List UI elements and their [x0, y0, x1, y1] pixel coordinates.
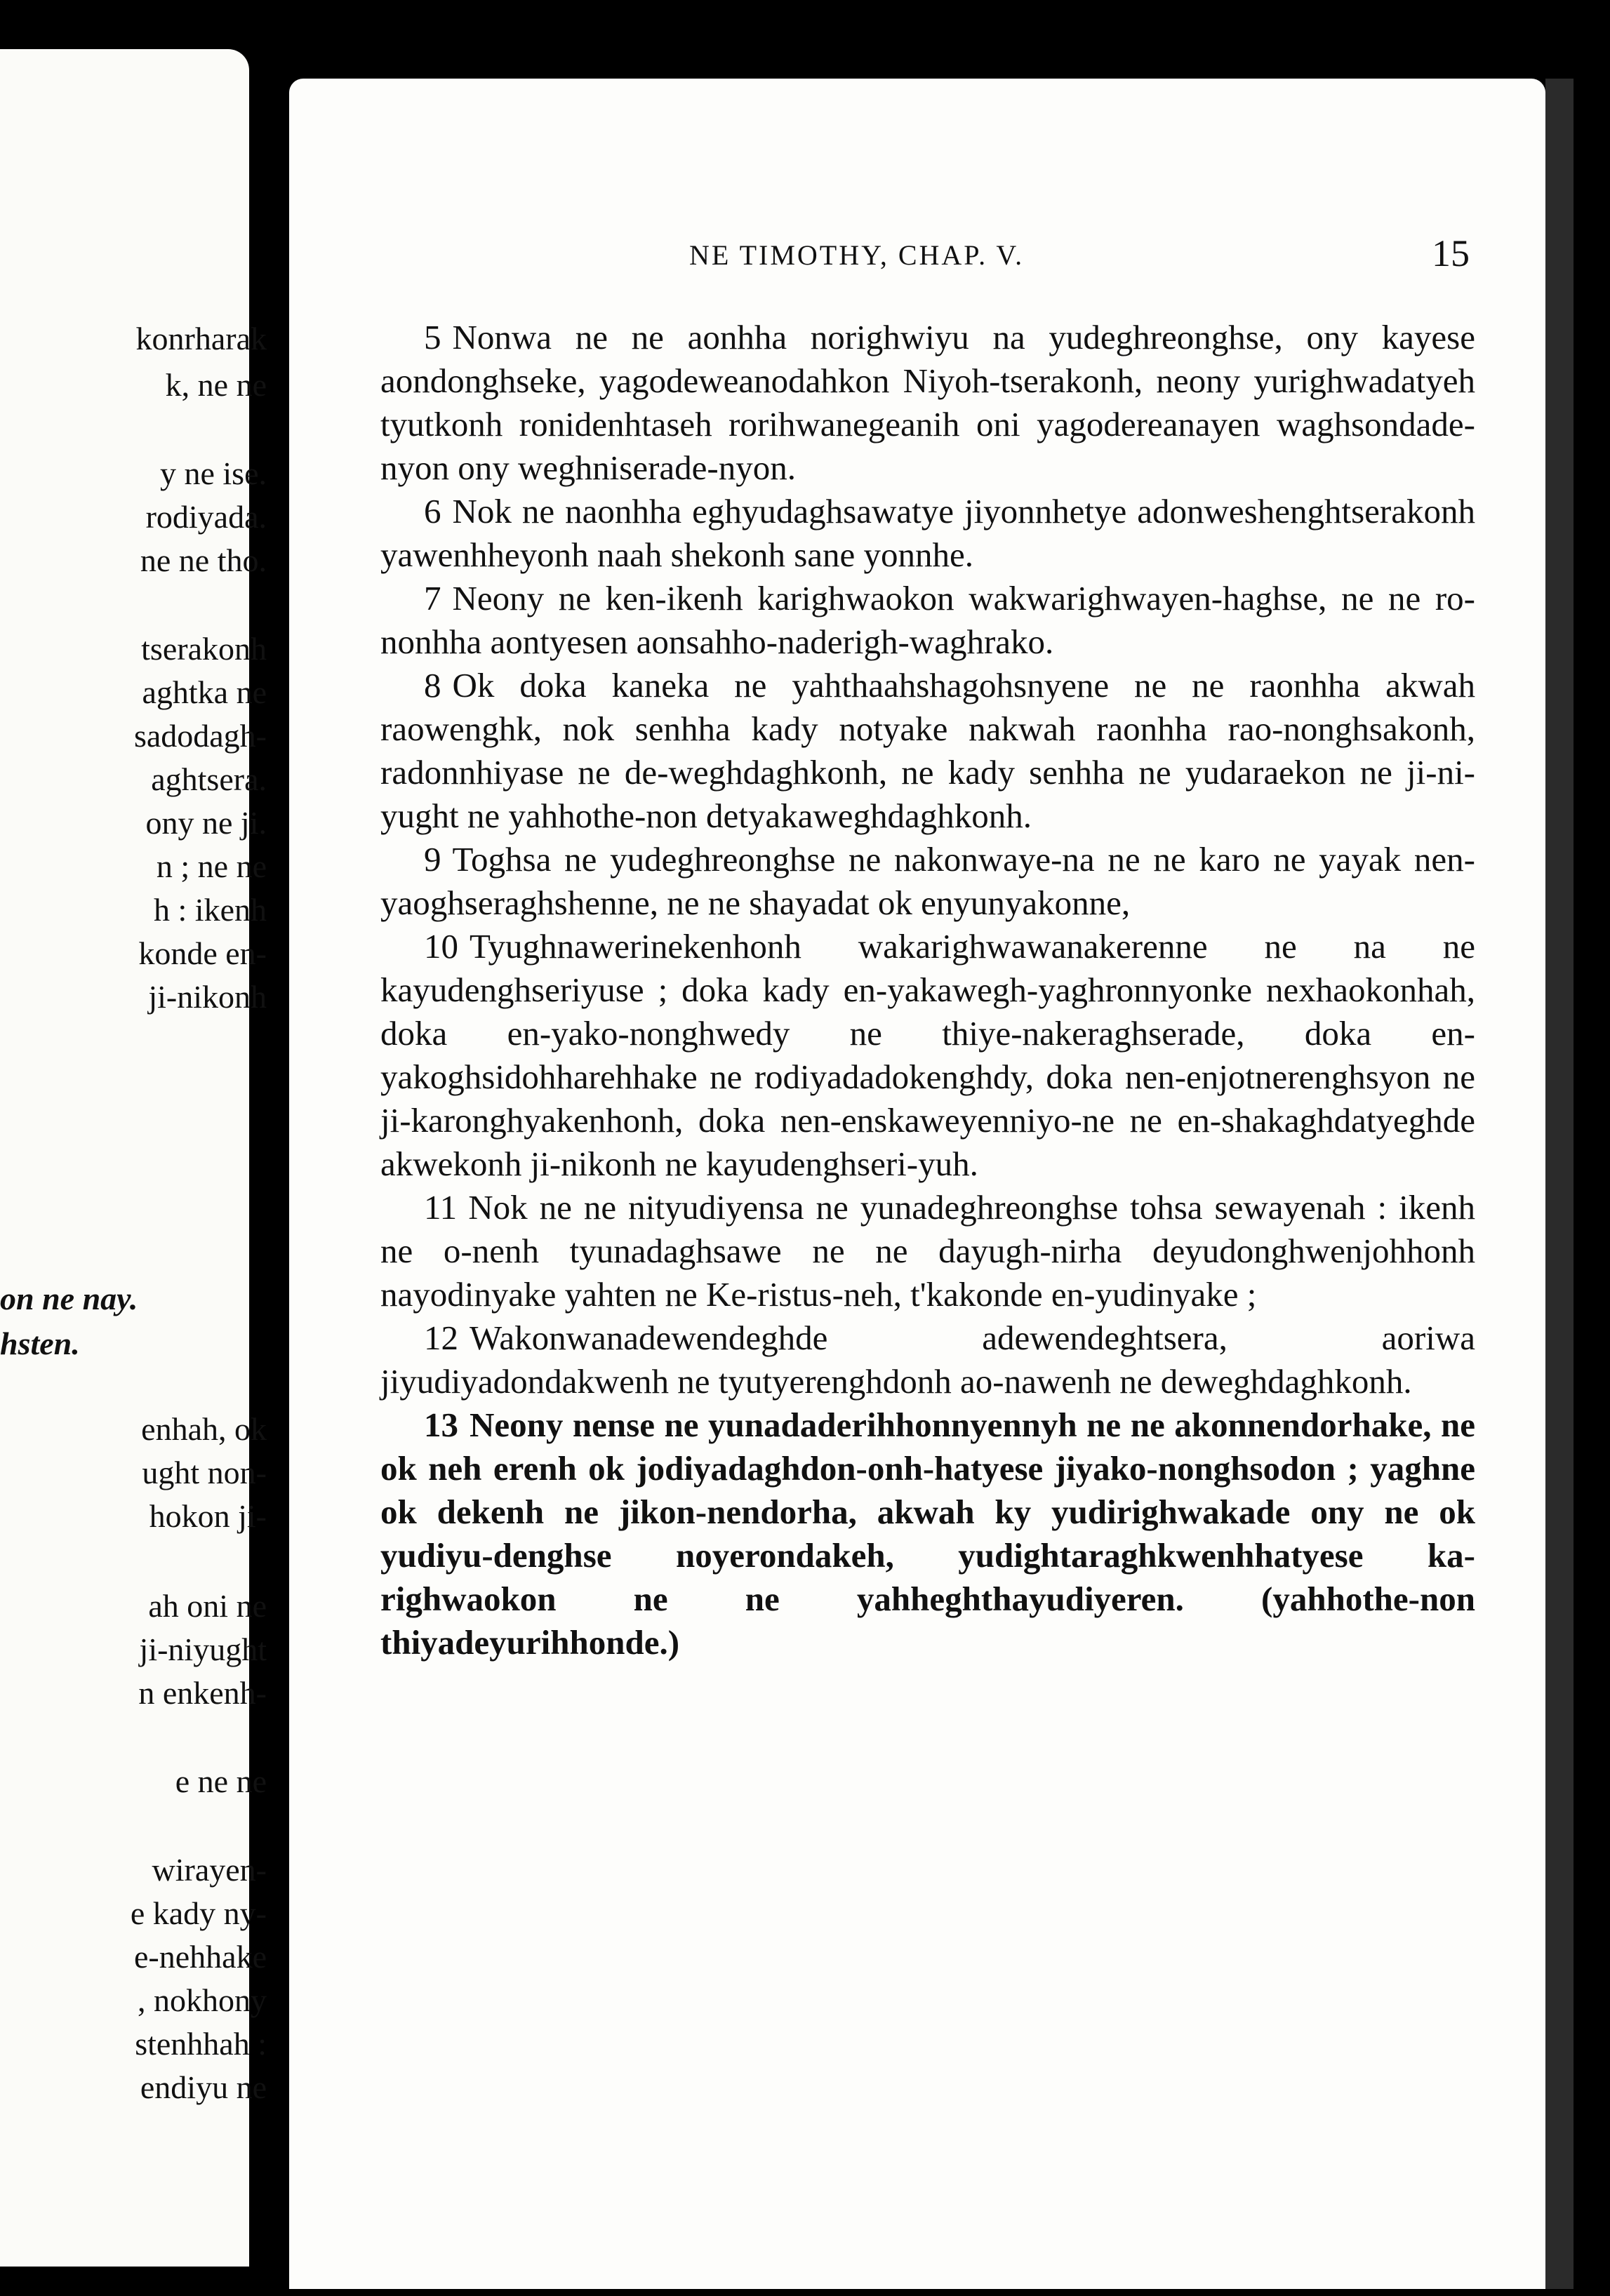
verse-10: [380, 925, 1475, 1186]
verse-text: Nonwa ne ne aonhha norighwiyu na yudeghreonghse, ony kayese aondonghseke, yagodeweanodahkon Niyoh-tserakonh, neony yurighwadatyeh tyutkonh ronidenhtaseh rorihwanegeanih oni yagodereanayen waghsondade-nyon ony weghniserade-nyon.: [380, 318, 1475, 487]
left-page-line: hokon ji-: [149, 1498, 267, 1534]
running-title: NE TIMOTHY, CHAP. V.: [689, 239, 1025, 271]
verse-text: Nok ne naonhha eghyudaghsawatye jiyonnhetye adonweshenghtserakonh yawenhheyonh naah shekonh sane yonnhe.: [380, 492, 1475, 574]
verse-11: [380, 1186, 1475, 1316]
verse-text-block: [380, 316, 1475, 1664]
left-page-line: ony ne ji.: [145, 805, 267, 841]
verse-number: 5: [424, 318, 441, 356]
left-page-line: e kady ny-: [130, 1895, 267, 1931]
left-page-line: ji-niyught: [139, 1631, 267, 1667]
left-page-heading-line: hsten.: [0, 1326, 80, 1361]
left-page-line: ji-nikonh: [148, 979, 267, 1015]
verse-8: [380, 664, 1475, 838]
verse-text: Tyughnawerinekenhonh wakarighwawanakerenne ne na ne kayudenghseriyuse ; doka kady en-yakawegh-yaghronnyonke nexhaokonhah, doka en-yako-nonghwedy ne thiye-nakeraghserade, doka en-yakoghsidohharehhake ne rodiyadadokenghdy, doka nen-enjotnerenghsyon ne ji-karonghyakenhonh, doka nen-enskaweyenniyo-ne ne en-shakaghdatyeghde akwekonh ji-nikonh ne kayudenghseri-yuh.: [380, 927, 1475, 1183]
left-page-line: , nokhony: [138, 1982, 267, 2018]
verse-6: [380, 490, 1475, 577]
main-page: [289, 79, 1545, 2289]
left-page-line: e ne ne: [175, 1763, 267, 1799]
left-facing-page: [0, 49, 267, 2267]
verse-number: 7: [424, 579, 441, 618]
left-page-line: konrharak: [135, 321, 267, 356]
left-page-line: n ; ne ne: [156, 848, 267, 884]
verse-number: 11: [424, 1188, 458, 1227]
verse-7: [380, 577, 1475, 664]
page-header: [289, 232, 1545, 274]
left-page-line: wirayen-: [152, 1852, 267, 1888]
left-page-line: y ne ise.: [159, 455, 267, 491]
left-page-line: e-nehhake: [134, 1939, 267, 1975]
left-page-line: h : ikenh: [154, 892, 267, 928]
verse-5: [380, 316, 1475, 490]
page-edge-shadow: [1545, 79, 1574, 2289]
left-page-line: ah oni ne: [148, 1588, 267, 1624]
verse-text: Toghsa ne yudeghreonghse ne nakonwaye-na ne ne karo ne yayak nen-yaoghseraghshenne, ne ne shayadat ok enyunyakonne,: [380, 840, 1475, 922]
left-page-line: ne ne tho.: [140, 542, 267, 578]
left-page-line: endiyu ne: [140, 2069, 267, 2105]
verse-number: 6: [424, 492, 441, 530]
left-page-line: aghtka ne: [142, 674, 267, 710]
verse-number: 12: [424, 1319, 458, 1357]
page-number: 15: [1432, 232, 1470, 274]
verse-text: Nok ne ne nityudiyensa ne yunadeghreonghse tohsa sewayenah : ikenh ne o-nenh tyunadaghsawe ne ne dayugh-nirha deyudonghwenjohhonh nayodinyake yahten ne Ke-ristus-neh, t'kakonde en-yudinyake ;: [380, 1188, 1475, 1314]
left-page-line: k, ne ne: [165, 367, 267, 403]
verse-text: Wakonwanadewendeghde adewendeghtsera, aoriwa jiyudiyadondakwenh ne tyutyerenghdonh ao-nawenh ne deweghdaghkonh.: [380, 1319, 1475, 1401]
verse-number: 13: [424, 1406, 458, 1444]
left-page-line: stenhhah :: [135, 2026, 267, 2062]
verse-number: 10: [424, 927, 458, 966]
verse-text: Ok doka kaneka ne yahthaahshagohsnyene ne ne raonhha akwah raowenghk, nok senhha kady notyake nakwah raonhha rao-nonghsakonh, radonnhiyase ne de-weghdaghkonh, ne kady senhha ne yudaraekon ne ji-ni-yught ne yahhothe-non detyakaweghdaghkonh.: [380, 666, 1475, 835]
left-page-line: konde en-: [138, 935, 267, 971]
left-page-line: aghtsera.: [151, 761, 267, 797]
left-page-line: tserakonh: [141, 631, 267, 667]
left-page-heading-line: on ne nay.: [0, 1281, 138, 1316]
verse-text: Neony ne ken-ikenh karighwaokon wakwarighwayen-haghse, ne ne ro-nonhha aontyesen aonsahho-naderigh-waghrako.: [380, 579, 1475, 661]
left-page-line: sadodagh-: [133, 718, 267, 754]
verse-number: 8: [424, 666, 441, 705]
verse-number: 9: [424, 840, 441, 879]
verse-text: Neony nense ne yunadaderihhonnyennyh ne ne akonnendorhake, ne ok neh erenh ok jodiyadaghdon-onh-hatyese jiyako-nonghsodon ; yaghne ok dekenh ne jikon-nendorha, akwah ky yudirighwakade ony ne ok yudiyu-denghse noyerondakeh, yudightaraghkwenhhatyese ka-righwaokon ne ne yahheghthayudiyeren. (yahhothe-non thiyadeyurihhonde.): [380, 1406, 1475, 1662]
left-page-line: enhah, ok: [141, 1411, 267, 1447]
verse-9: [380, 838, 1475, 925]
verse-12: [380, 1316, 1475, 1403]
left-page-line: rodiyada.: [145, 499, 267, 535]
left-page-line: ught non-: [142, 1455, 267, 1490]
left-page-line: n enkenh-: [138, 1675, 267, 1711]
verse-13: [380, 1403, 1475, 1664]
